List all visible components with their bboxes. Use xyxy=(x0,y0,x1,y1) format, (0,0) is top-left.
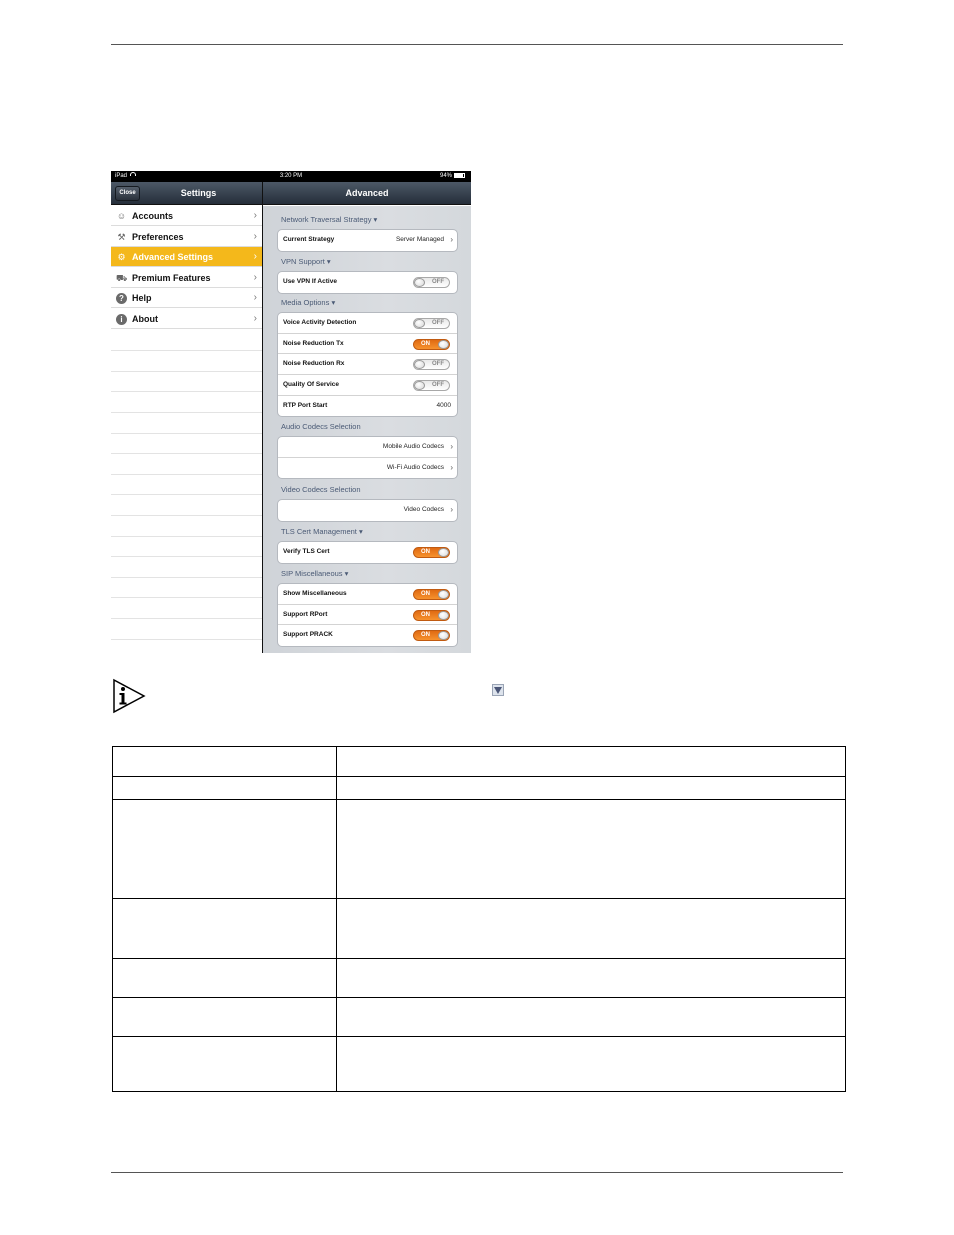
toggle-knob xyxy=(414,319,425,328)
toggle-state-label: ON xyxy=(421,632,430,639)
header-rule xyxy=(111,44,843,45)
toggle-switch[interactable] xyxy=(413,318,450,329)
empty-row-divider xyxy=(111,536,262,537)
status-bar xyxy=(111,171,471,182)
setting-label: RTP Port Start xyxy=(283,401,328,409)
settings-row[interactable] xyxy=(278,542,457,563)
expand-triangle-icon xyxy=(492,684,504,696)
settings-group xyxy=(277,499,458,522)
preferences-icon: ⚒ xyxy=(117,231,126,242)
empty-row-divider xyxy=(111,494,262,495)
setting-label: Noise Reduction Rx xyxy=(283,360,345,368)
toggle-switch[interactable] xyxy=(413,359,450,370)
setting-label: Noise Reduction Tx xyxy=(283,339,344,347)
setting-value: Server Managed xyxy=(395,236,444,243)
settings-title: Settings xyxy=(180,188,217,198)
chevron-right-icon: › xyxy=(450,505,453,514)
toggle-knob xyxy=(438,340,449,349)
table-row-divider xyxy=(113,776,845,777)
toggle-knob xyxy=(414,278,425,287)
empty-row-divider xyxy=(111,618,262,619)
accounts-icon: ☺ xyxy=(116,211,127,221)
chevron-right-icon: › xyxy=(450,235,453,244)
chevron-right-icon: › xyxy=(253,313,257,324)
settings-menu-label: Preferences xyxy=(132,231,184,242)
setting-label: Support RPort xyxy=(283,610,328,618)
info-icon: i xyxy=(116,314,127,325)
setting-value: Mobile Audio Codecs xyxy=(382,443,444,450)
chevron-right-icon: › xyxy=(253,251,257,263)
empty-row-divider xyxy=(111,453,262,454)
settings-row[interactable] xyxy=(278,584,457,605)
settings-menu-item[interactable] xyxy=(111,268,262,288)
device-label: iPad xyxy=(115,173,128,179)
settings-row[interactable] xyxy=(278,334,457,355)
table-row-divider xyxy=(113,958,845,959)
settings-row[interactable] xyxy=(278,230,457,251)
settings-table xyxy=(112,746,846,1092)
help-icon: ? xyxy=(116,293,127,304)
toggle-knob xyxy=(414,381,425,390)
cart-icon: ⛟ xyxy=(116,272,128,283)
settings-row[interactable] xyxy=(278,625,457,646)
table-row-divider xyxy=(113,898,845,899)
section-header: Audio Codecs Selection xyxy=(281,422,361,431)
settings-row xyxy=(278,396,457,417)
settings-row[interactable] xyxy=(278,500,457,521)
settings-menu-label: Advanced Settings xyxy=(132,252,214,263)
gears-icon: ⚙ xyxy=(117,252,126,263)
advanced-navbar xyxy=(263,182,471,205)
settings-group xyxy=(277,436,458,479)
settings-menu-item[interactable] xyxy=(111,288,262,308)
ipad-screenshot xyxy=(111,171,471,653)
toggle-knob xyxy=(438,611,449,620)
toggle-switch[interactable] xyxy=(413,547,450,558)
toggle-state-label: OFF xyxy=(432,320,444,326)
settings-menu-label: Premium Features xyxy=(132,272,211,283)
footer-rule xyxy=(111,1172,843,1173)
section-header: Network Traversal Strategy ▾ xyxy=(281,215,378,224)
setting-label: Support PRACK xyxy=(283,631,333,639)
settings-menu-item[interactable] xyxy=(111,227,262,247)
setting-label: Verify TLS Cert xyxy=(283,548,330,555)
settings-menu-label: About xyxy=(132,314,158,324)
setting-value: 4000 xyxy=(436,401,451,409)
settings-group xyxy=(277,583,458,647)
setting-value: Video Codecs xyxy=(403,506,444,513)
setting-label: Quality Of Service xyxy=(283,381,339,389)
setting-label: Use VPN If Active xyxy=(283,278,337,285)
section-header: Media Options ▾ xyxy=(281,298,336,307)
toggle-knob xyxy=(414,360,425,369)
toggle-switch[interactable] xyxy=(413,630,450,641)
toggle-state-label: OFF xyxy=(432,382,444,389)
toggle-switch[interactable] xyxy=(413,380,450,391)
toggle-knob xyxy=(438,548,449,557)
setting-value: Wi-Fi Audio Codecs xyxy=(386,463,444,471)
settings-menu-item[interactable] xyxy=(111,206,262,226)
toggle-knob xyxy=(438,590,449,599)
battery-icon xyxy=(454,173,465,178)
toggle-switch[interactable] xyxy=(413,589,450,600)
status-time: 3:20 PM xyxy=(279,173,303,179)
section-header: TLS Cert Management ▾ xyxy=(281,527,363,536)
advanced-settings-pane xyxy=(263,206,471,653)
empty-row-divider xyxy=(111,433,262,434)
chevron-right-icon: › xyxy=(253,210,257,221)
settings-row[interactable] xyxy=(278,458,457,479)
settings-menu-item[interactable] xyxy=(111,247,262,267)
empty-row-divider xyxy=(111,639,262,640)
settings-row[interactable] xyxy=(278,354,457,375)
empty-row-divider xyxy=(111,515,262,516)
close-button[interactable]: Close xyxy=(115,186,140,201)
settings-group xyxy=(277,229,458,252)
settings-menu-label: Help xyxy=(132,293,152,304)
settings-row[interactable] xyxy=(278,313,457,334)
settings-row[interactable] xyxy=(278,437,457,458)
setting-label: Voice Activity Detection xyxy=(283,319,357,326)
advanced-title: Advanced xyxy=(345,188,389,198)
setting-label: Show Miscellaneous xyxy=(283,590,347,597)
toggle-state-label: ON xyxy=(421,340,430,347)
empty-row-divider xyxy=(111,412,262,413)
settings-menu-label: Accounts xyxy=(132,211,174,221)
toggle-switch[interactable] xyxy=(413,339,450,350)
chevron-right-icon: › xyxy=(253,292,257,304)
empty-row-divider xyxy=(111,391,262,392)
chevron-right-icon: › xyxy=(253,271,257,283)
empty-row-divider xyxy=(111,371,262,372)
section-header: SIP Miscellaneous ▾ xyxy=(281,569,349,578)
settings-row[interactable] xyxy=(278,605,457,626)
toggle-state-label: ON xyxy=(421,591,430,597)
table-row-divider xyxy=(113,799,845,800)
chevron-right-icon: › xyxy=(450,462,453,472)
empty-row-divider xyxy=(111,577,262,578)
toggle-switch[interactable] xyxy=(413,610,450,621)
battery-percent: 94% xyxy=(439,173,452,179)
toggle-state-label: ON xyxy=(421,611,430,618)
settings-group xyxy=(277,312,458,417)
empty-row-divider xyxy=(111,350,262,351)
toggle-state-label: ON xyxy=(421,549,430,555)
settings-menu-item[interactable] xyxy=(111,309,262,329)
toggle-state-label: OFF xyxy=(432,361,444,368)
section-header: Video Codecs Selection xyxy=(281,485,361,494)
empty-row-divider xyxy=(111,597,262,598)
toggle-switch[interactable] xyxy=(413,277,450,288)
info-note-icon xyxy=(112,678,146,714)
empty-row-divider xyxy=(111,556,262,557)
toggle-state-label: OFF xyxy=(432,279,444,285)
settings-group xyxy=(277,271,458,294)
toggle-knob xyxy=(438,631,449,640)
settings-group xyxy=(277,541,458,564)
table-row-divider xyxy=(113,1036,845,1037)
chevron-right-icon: › xyxy=(253,230,257,242)
empty-row-divider xyxy=(111,474,262,475)
table-row-divider xyxy=(113,997,845,998)
settings-row[interactable] xyxy=(278,272,457,293)
settings-menu xyxy=(111,206,262,653)
settings-navbar xyxy=(111,182,262,205)
setting-label: Current Strategy xyxy=(283,236,335,243)
settings-row[interactable] xyxy=(278,375,457,396)
chevron-right-icon: › xyxy=(450,442,453,451)
section-header: VPN Support ▾ xyxy=(281,257,331,266)
